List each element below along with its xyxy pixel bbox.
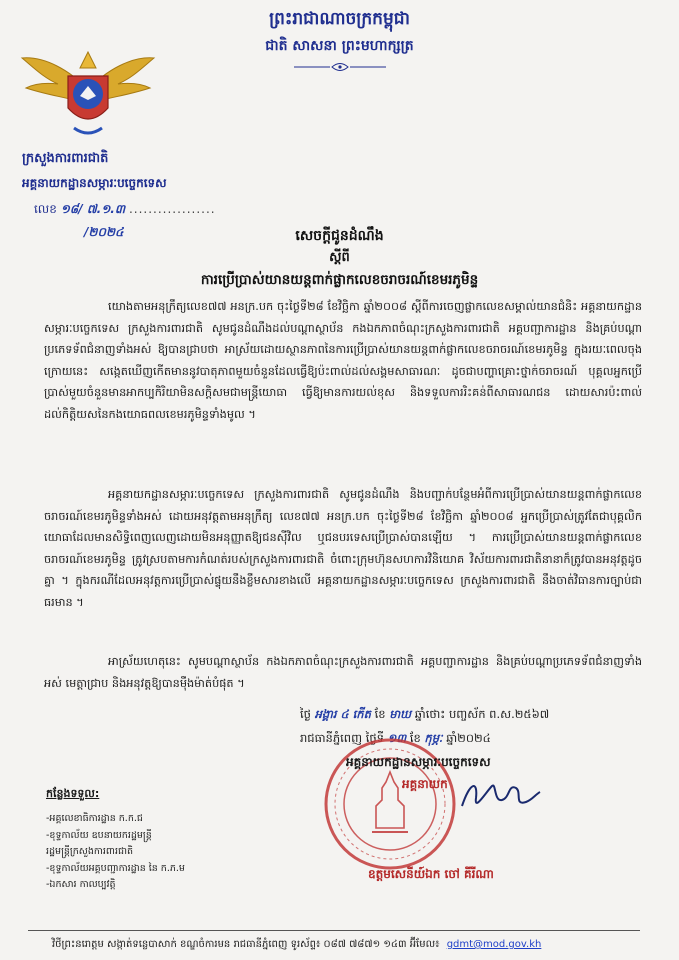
lunar-year: ឆ្នាំថោះ បញ្ចស័ក ព.ស.២៥៦៧ bbox=[414, 707, 550, 721]
footer-address: វិថីព្រះនរោត្តម សង្កាត់ទន្លេបាសាក់ ខណ្ឌចំការមន រាជធានីភ្នំពេញ ទូរស័ព្ទ៖ ០៨៧ ៧៨៧១ ១៤៣ អ៊ីមែល៖ bbox=[52, 939, 440, 950]
recipient-item: -ខុទ្ទកាល័យអគ្គបញ្ជាការដ្ឋាន នៃ ក.ភ.ម bbox=[46, 862, 185, 874]
lunar-day: អង្គារ ៤ កើត bbox=[314, 707, 371, 721]
signer-office: អគ្គនាយកដ្ឋានសម្ភារៈបច្ចេកទេស bbox=[346, 755, 491, 769]
place-date-line: រាជធានីភ្នំពេញ ថ្ងៃទី ១៣ ខែ កុម្ភៈ ឆ្នាំ២០២៤ bbox=[300, 731, 491, 745]
body-paragraph: យោងតាមអនុក្រឹត្យលេខ៧៧ អនក្រ.បក ចុះថ្ងៃទី២៨ ខែវិច្ឆិកា ឆ្នាំ២០០៨ ស្តីពីការចេញផ្លាកលេខសម្គាល់យានជំនិះ អគ្គនាយកដ្ឋានសម្ភារៈបច្ចេកទេស ក្រសួងការពារជាតិ សូមជូនដំណឹងដល់បណ្តាស្ថាប័ន កងឯកភាពចំណុះក្រសួងការពារជាតិ អគ្គបញ្ជាការដ្ឋាន និងគ្រប់បណ្តាប្រភេទទ័ពជំនាញទាំងអស់ ឱ្យបានជ្រាបថា អាស្រ័យដោយស្ថានភាពនៃការប្រើប្រាស់យានយន្តពាក់ផ្លាកលេខចរាចរណ៍ខេមរភូមិន្ទ ក្នុងរយៈពេលចុងក្រោយនេះ សង្កេតឃើញកើតមាននូវបាតុភាពមួយចំនួនដែលធ្វើឱ្យប៉ះពាល់ដល់សង្គមសាធារណៈ ដូចជាបញ្ហាគ្រោះថ្នាក់ចរាចរណ៍ បុគ្គលអ្នកប្រើប្រាស់មួយចំនួនមានអាកប្បកិរិយាមិនសក្តិសមជាមន្ត្រីយោធា ធ្វើឱ្យមានការយល់ខុស និងទទួលការរិះគន់ពីសាធារណជន ដោយសារប៉ះពាល់ដល់កិត្តិយសនៃកងយោធពលខេមរភូមិន្ទទាំងមូល ។ bbox=[44, 300, 642, 421]
ornament-divider-icon bbox=[292, 62, 388, 72]
date-month: កុម្ភៈ bbox=[424, 731, 443, 745]
footer-email-link[interactable]: gdmt@mod.gov.kh bbox=[446, 939, 542, 950]
body-paragraph: អគ្គនាយកដ្ឋានសម្ភារៈបច្ចេកទេស ក្រសួងការពារជាតិ សូមជូនដំណឹង និងបញ្ជាក់បន្ថែមអំពីការប្រើប្រាស់យានយន្តពាក់ផ្លាកលេខចរាចរណ៍ខេមរភូមិន្ទទាំងអស់ ដោយអនុវត្តតាមអនុក្រឹត្យ លេខ៧៧ អនក្រ.បក ចុះថ្ងៃទី២៨ ខែវិច្ឆិកា ឆ្នាំ២០០៨ អ្នកប្រើប្រាស់ត្រូវតែជាបុគ្គលិកយោធាដែលមានសិទ្ធិពេញលេញដោយមិនអនុញ្ញាតឱ្យជនស៊ីវិល ឬជនបរទេសប្រើប្រាស់បានឡើយ ។ ការប្រើប្រាស់យានយន្តពាក់ផ្លាកលេខចរាចរណ៍ខេមរភូមិន្ទ ត្រូវស្របតាមការកំណត់របស់ក្រសួងការពារជាតិ ចំពោះក្រុមហ៊ុនសហការវិនិយោគ វិស័យការពារជាតិនានាក៏ត្រូវបានអនុវត្តដូចគ្នា ។ ក្នុងករណីដែលអនុវត្តការប្រើប្រាស់ផ្ទុយនឹងខ្លឹមសារខាងលើ អគ្គនាយកដ្ឋានសម្ភារៈបច្ចេកទេស ក្រសួងការពារជាតិ នឹងចាត់វិធានការច្បាប់ជាធរមាន ។ bbox=[44, 488, 642, 609]
date-year: ឆ្នាំ២០២៤ bbox=[446, 731, 491, 745]
recipients-title: កន្លែងទទួល: bbox=[46, 787, 100, 800]
recipient-item: រដ្ឋមន្ត្រីក្រសួងការពារជាតិ bbox=[46, 846, 134, 857]
reference-year: /២០២៤ bbox=[84, 225, 124, 239]
notice-about: ស្តីពី bbox=[329, 250, 350, 265]
recipient-item: -អគ្គលេខាធិការដ្ឋាន ក.ក.ជ bbox=[46, 813, 143, 824]
stamp-title: អគ្គនាយក bbox=[402, 777, 448, 791]
date-day: ១៣ bbox=[387, 731, 407, 745]
recipients-block bbox=[46, 787, 185, 894]
ministry-name: ក្រសួងការពារជាតិ bbox=[22, 151, 109, 166]
signatory-name: ឧត្តមសេនីយ៍ឯក ចៅ គីរីណា bbox=[368, 867, 494, 881]
recipient-item: -ឯកសារ កាលប្បវត្តិ bbox=[46, 879, 116, 890]
reference-value: ១៨/ ៧.១.៣ bbox=[60, 202, 126, 216]
lunar-month: មាឃ bbox=[389, 707, 412, 721]
reference-label: លេខ bbox=[34, 202, 57, 216]
footer-divider bbox=[28, 930, 640, 931]
body-paragraph: អាស្រ័យហេតុនេះ សូមបណ្តាស្ថាប័ន កងឯកភាពចំណុះក្រសួងការពារជាតិ អគ្គបញ្ជាការដ្ឋាន និងគ្រប់បណ្តាប្រភេទទ័ពជំនាញទាំងអស់ មេត្តាជ្រាប និងអនុវត្តឱ្យបានម៉ឺងម៉ាត់បំផុត ។ bbox=[44, 655, 642, 690]
handwritten-signature-icon bbox=[456, 772, 542, 818]
lunar-date-line: ថ្ងៃ អង្គារ ៤ កើត ខែ មាឃ ឆ្នាំថោះ បញ្ចស័ក ព.ស.២៥៦៧ bbox=[300, 707, 550, 721]
reference-dotted-line: .................. bbox=[128, 202, 216, 216]
reference-number bbox=[34, 201, 216, 219]
national-motto: ជាតិ សាសនា ព្រះមហាក្សត្រ bbox=[265, 38, 414, 54]
notice-subject: ការប្រើប្រាស់យានយន្តពាក់ផ្លាកលេខចរាចរណ៍ខេមរភូមិន្ទ bbox=[200, 272, 479, 288]
recipient-item: -ខុទ្ទកាល័យ ឧបនាយករដ្ឋមន្ត្រី bbox=[46, 829, 152, 841]
recipients-list bbox=[46, 811, 185, 894]
kingdom-heading: ព្រះរាជាណាចក្រកម្ពុជា bbox=[269, 9, 410, 29]
notice-title: សេចក្តីជូនដំណឹង bbox=[295, 228, 384, 244]
department-name: អគ្គនាយកដ្ឋានសម្ភារៈបច្ចេកទេស bbox=[22, 176, 167, 190]
footer-contact bbox=[52, 937, 541, 952]
